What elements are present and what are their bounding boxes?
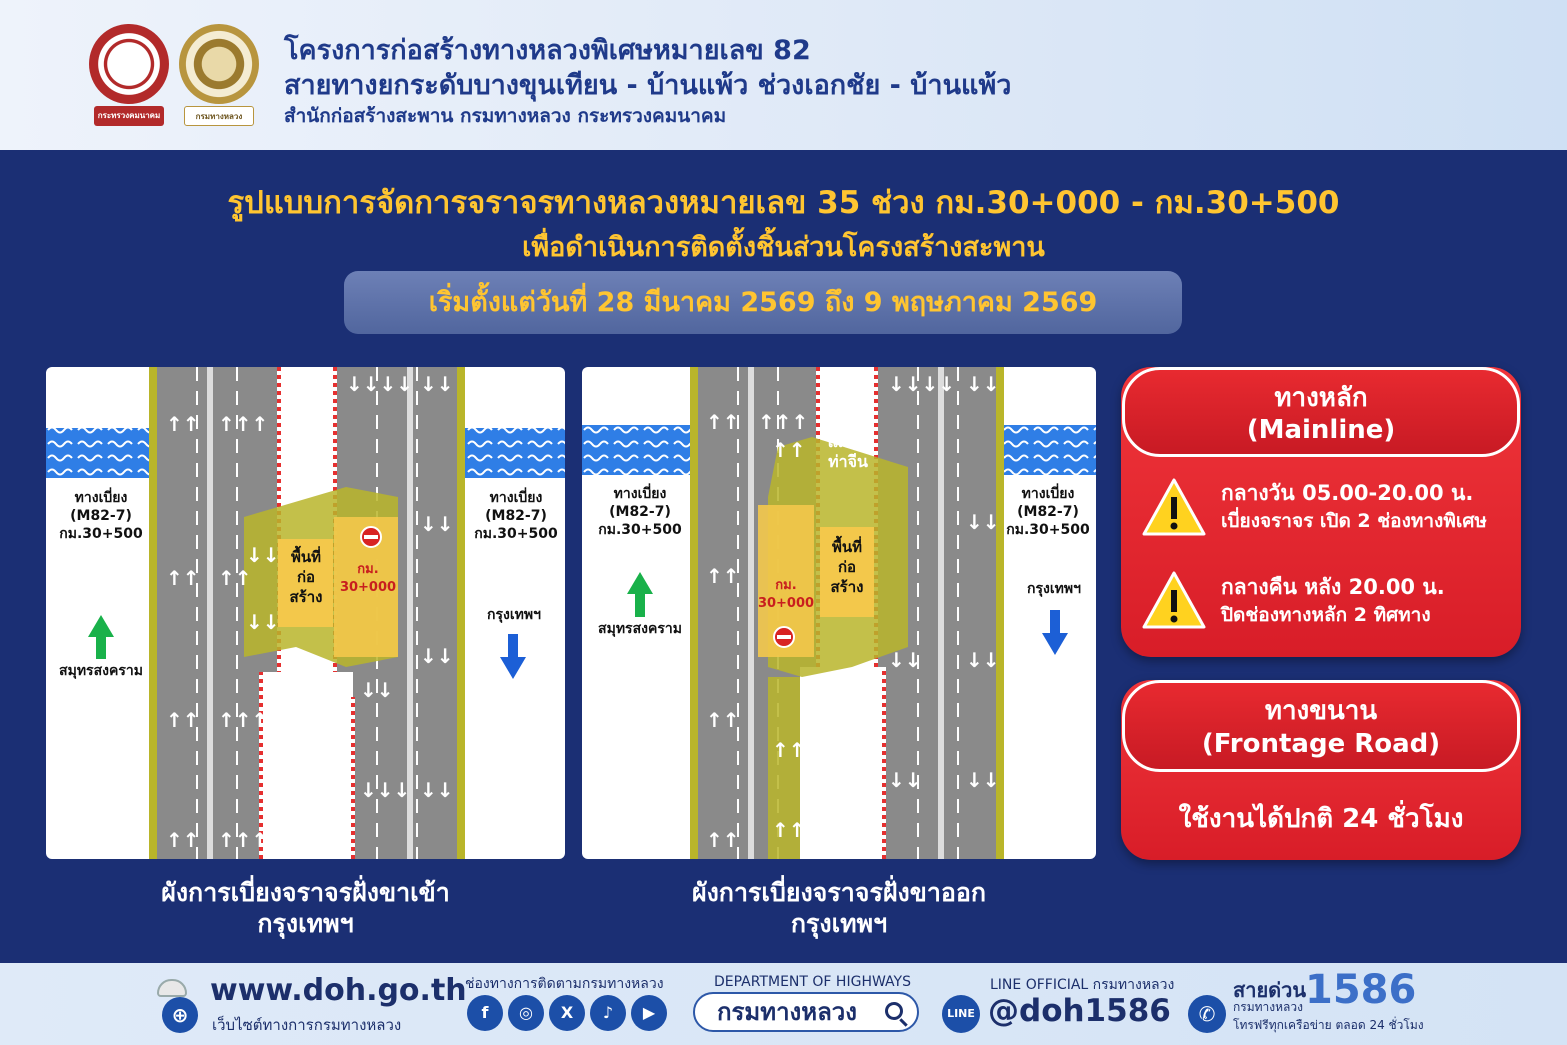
mainline-title-en: (Mainline) bbox=[1246, 415, 1396, 445]
date-range-text: เริ่มตั้งแต่วันที่ 28 มีนาคม 2569 ถึง 9 พฤษภาคม 2569 bbox=[428, 287, 1098, 318]
svg-text:↓↓: ↓↓ bbox=[420, 778, 454, 802]
work-zone-label-3: สร้าง bbox=[289, 588, 323, 606]
hotline-note: โทรฟรีทุกเครือข่าย ตลอด 24 ชั่วโมง bbox=[1233, 1018, 1424, 1032]
frontage-panel bbox=[1121, 680, 1521, 860]
arrow-up-icon bbox=[88, 615, 114, 659]
work-zone-label-2: ก่อ bbox=[837, 558, 857, 576]
youtube-icon[interactable]: ▶ bbox=[631, 995, 667, 1031]
svg-text:↑↑↑: ↑↑↑ bbox=[758, 410, 809, 434]
work-zone-label-1: พื้นที่ bbox=[831, 538, 863, 556]
road-right-edge bbox=[457, 367, 465, 859]
frontage-title-pill bbox=[1122, 680, 1520, 772]
ramp-right-label-1: ทางเบี่ยง bbox=[489, 490, 543, 506]
svg-text:↑↑: ↑↑ bbox=[706, 828, 740, 852]
svg-text:↓↓: ↓↓ bbox=[420, 512, 454, 536]
mainline-day-text bbox=[1221, 479, 1487, 535]
work-zone-label-1: พื้นที่ bbox=[290, 548, 322, 566]
svg-text:↑↑↑: ↑↑↑ bbox=[218, 412, 269, 436]
direction-up-label: สมุทรสงคราม bbox=[59, 663, 143, 679]
inbound-detour-diagram bbox=[46, 367, 565, 859]
frontage-title-en: (Frontage Road) bbox=[1201, 729, 1441, 759]
ramp-left-label-3: กม.30+500 bbox=[598, 522, 682, 538]
km-label-2: 30+000 bbox=[339, 580, 397, 595]
svg-text:↓↓: ↓↓ bbox=[966, 510, 1000, 534]
mainline-day-rule: เบี่ยงจราจร เปิด 2 ช่องทางพิเศษ bbox=[1221, 510, 1487, 532]
ramp-left-label-2: (M82-7) bbox=[70, 508, 132, 524]
hotline-number[interactable]: 1586 bbox=[1305, 967, 1417, 1013]
work-zone-label-3: สร้าง bbox=[830, 578, 864, 596]
svg-text:↓↓↓↓: ↓↓↓↓ bbox=[346, 372, 414, 396]
instagram-icon[interactable]: ◎ bbox=[508, 995, 544, 1031]
svg-text:↓↓: ↓↓ bbox=[360, 678, 394, 702]
mainline-night-time: กลางคืน หลัง 20.00 น. bbox=[1221, 575, 1445, 599]
svg-text:↓↓: ↓↓ bbox=[966, 768, 1000, 792]
mainline-day-time: กลางวัน 05.00-20.00 น. bbox=[1221, 481, 1474, 505]
search-icon[interactable] bbox=[885, 1002, 903, 1020]
km-label-1: กม. bbox=[357, 562, 379, 577]
frontage-note: ใช้งานได้ปกติ 24 ชั่วโมง bbox=[1178, 804, 1464, 834]
svg-text:↑↑: ↑↑ bbox=[166, 566, 200, 590]
arrow-up-icon bbox=[627, 572, 653, 617]
road-left-edge bbox=[149, 367, 157, 859]
svg-text:↑↑: ↑↑ bbox=[706, 564, 740, 588]
direction-down-label: กรุงเทพฯ bbox=[487, 607, 541, 623]
line-id[interactable]: @doh1586 bbox=[988, 993, 1171, 1029]
project-title: โครงการก่อสร้างทางหลวงพิเศษหมายเลข 82 bbox=[284, 35, 811, 66]
river-label-1: แม่น้ำ bbox=[827, 432, 869, 451]
direction-up-label: สมุทรสงคราม bbox=[598, 621, 682, 637]
svg-text:↓↓: ↓↓ bbox=[888, 768, 922, 792]
work-zone-label-2: ก่อ bbox=[296, 568, 316, 586]
website-link[interactable]: www.doh.go.th bbox=[210, 973, 467, 1008]
project-office: สำนักก่อสร้างสะพาน กรมทางหลวง กระทรวงคมนาคม bbox=[284, 105, 727, 127]
hotline-sub: กรมทางหลวง bbox=[1233, 1000, 1303, 1014]
mainline-night-text bbox=[1221, 573, 1445, 629]
mainline-night-rule: ปิดช่องทางหลัก 2 ทิศทาง bbox=[1221, 604, 1431, 626]
sub-title: เพื่อดำเนินการติดตั้งชิ้นส่วนโครงสร้างสะพาน bbox=[522, 232, 1045, 263]
road-left-edge bbox=[690, 367, 698, 859]
ramp-left-label-1: ทางเบี่ยง bbox=[613, 486, 667, 502]
ramp-right-label-1: ทางเบี่ยง bbox=[1021, 486, 1075, 502]
phone-icon[interactable]: ✆ bbox=[1188, 995, 1226, 1033]
mainline-panel bbox=[1121, 367, 1521, 657]
ministry-seal-icon bbox=[89, 24, 169, 104]
svg-text:↑↑↑: ↑↑↑ bbox=[218, 828, 269, 852]
svg-text:↑↑: ↑↑ bbox=[166, 828, 200, 852]
svg-text:↓↓↓↓: ↓↓↓↓ bbox=[888, 372, 956, 396]
svg-text:↓↓: ↓↓ bbox=[420, 644, 454, 668]
svg-text:↑↑: ↑↑ bbox=[772, 438, 806, 462]
tiktok-icon[interactable]: ♪ bbox=[590, 995, 626, 1031]
ramp-right-label-2: (M82-7) bbox=[485, 508, 547, 524]
inbound-caption-line2: กรุงเทพฯ bbox=[257, 909, 354, 938]
warning-icon bbox=[1141, 570, 1207, 630]
mainline-title-th: ทางหลัก bbox=[1274, 383, 1368, 413]
ramp-right-label-2: (M82-7) bbox=[1017, 504, 1079, 520]
department-label: DEPARTMENT OF HIGHWAYS bbox=[714, 974, 911, 990]
inbound-caption bbox=[46, 877, 565, 939]
svg-text:↓↓: ↓↓ bbox=[246, 610, 280, 634]
svg-text:↑↑: ↑↑ bbox=[166, 412, 200, 436]
facebook-icon[interactable]: f bbox=[467, 995, 503, 1031]
river-label-2: ท่าจีน bbox=[288, 456, 328, 475]
km-label-1: กม. bbox=[775, 578, 797, 593]
date-range-bar bbox=[344, 271, 1182, 334]
line-icon[interactable]: LINE bbox=[942, 995, 980, 1033]
svg-text:↑↑: ↑↑ bbox=[706, 410, 740, 434]
svg-text:↓↓: ↓↓ bbox=[888, 648, 922, 672]
search-text: กรมทางหลวง bbox=[717, 998, 857, 1026]
footer-bar bbox=[0, 963, 1567, 1045]
svg-text:↑↑: ↑↑ bbox=[706, 708, 740, 732]
website-subtitle: เว็บไซต์ทางการกรมทางหลวง bbox=[212, 1016, 402, 1034]
header-banner bbox=[0, 0, 1567, 150]
project-route: สายทางยกระดับบางขุนเทียน - บ้านแพ้ว ช่วงเอกชัย - บ้านแพ้ว bbox=[284, 70, 1012, 101]
river-label-2: ท่าจีน bbox=[828, 452, 868, 471]
x-icon[interactable]: X bbox=[549, 995, 585, 1031]
frontage-title-th: ทางขนาน bbox=[1264, 696, 1378, 726]
inbound-caption-line1: ผังการเบี่ยงจราจรฝั่งขาเข้า bbox=[161, 878, 450, 907]
doh-seal-label: กรมทางหลวง bbox=[184, 106, 254, 126]
km-label-2: 30+000 bbox=[757, 596, 815, 611]
hotline-label: สายด่วน bbox=[1233, 978, 1307, 1002]
warning-icon bbox=[1141, 477, 1207, 537]
direction-down-label: กรุงเทพฯ bbox=[1027, 581, 1081, 597]
ramp-left-label-1: ทางเบี่ยง bbox=[74, 490, 128, 506]
ramp-right-label-3: กม.30+500 bbox=[474, 526, 558, 542]
svg-text:↑↑: ↑↑ bbox=[218, 566, 252, 590]
department-search-box[interactable] bbox=[693, 992, 919, 1032]
arrow-down-icon bbox=[1042, 610, 1068, 655]
main-title: รูปแบบการจัดการจราจรทางหลวงหมายเลข 35 ช่วง กม.30+000 - กม.30+500 bbox=[227, 185, 1340, 221]
svg-text:↓↓↓: ↓↓↓ bbox=[360, 778, 411, 802]
outbound-caption-line2: กรุงเทพฯ bbox=[790, 909, 888, 938]
outbound-caption-line1: ผังการเบี่ยงจราจรฝั่งขาออก bbox=[691, 878, 987, 907]
mainline-title-pill bbox=[1122, 367, 1520, 457]
svg-text:↓↓: ↓↓ bbox=[246, 543, 280, 567]
svg-text:↓↓: ↓↓ bbox=[966, 648, 1000, 672]
svg-text:↑↑: ↑↑ bbox=[166, 708, 200, 732]
svg-text:↑↑: ↑↑ bbox=[772, 738, 806, 762]
svg-text:↓↓: ↓↓ bbox=[420, 372, 454, 396]
river-label-1: แม่น้ำ bbox=[287, 436, 329, 455]
ramp-left-label-2: (M82-7) bbox=[609, 504, 671, 520]
svg-text:↑↑↑: ↑↑↑ bbox=[218, 708, 269, 732]
globe-icon[interactable]: ⊕ bbox=[162, 997, 198, 1033]
helmet-icon bbox=[157, 979, 187, 997]
svg-text:↓↓: ↓↓ bbox=[966, 372, 1000, 396]
svg-text:↑↑: ↑↑ bbox=[772, 818, 806, 842]
outbound-caption bbox=[582, 877, 1096, 939]
follow-label: ช่องทางการติดตามกรมทางหลวง bbox=[465, 976, 664, 992]
ministry-seal-label: กระทรวงคมนาคม bbox=[94, 106, 164, 126]
arrow-down-icon bbox=[500, 634, 526, 679]
doh-seal-icon bbox=[179, 24, 259, 104]
ramp-right-label-3: กม.30+500 bbox=[1006, 522, 1090, 538]
outbound-detour-diagram bbox=[582, 367, 1096, 859]
ramp-left-label-3: กม.30+500 bbox=[59, 526, 143, 542]
line-official-label: LINE OFFICIAL กรมทางหลวง bbox=[990, 977, 1175, 993]
